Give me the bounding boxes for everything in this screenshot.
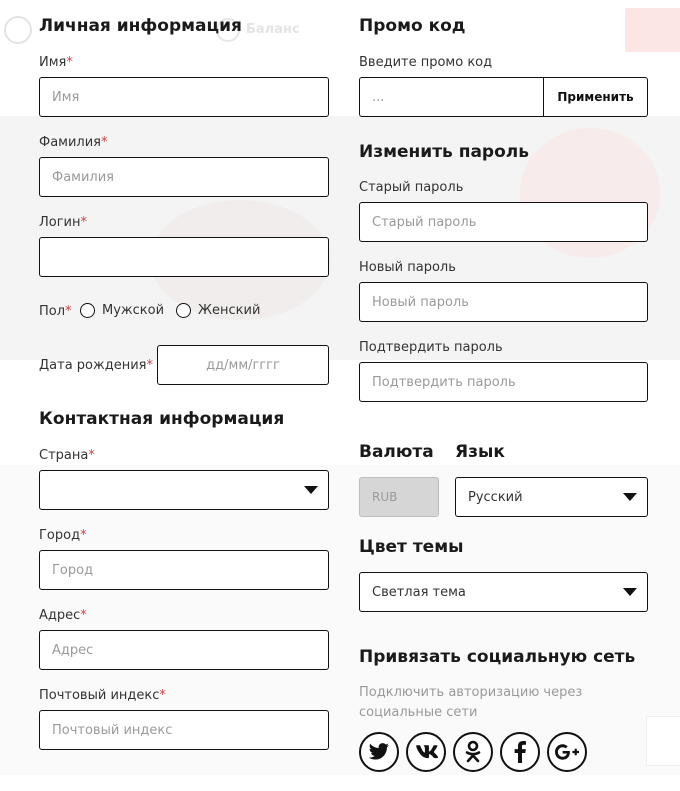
chevron-down-icon — [304, 486, 318, 494]
google-plus-icon[interactable] — [547, 732, 587, 772]
new-password-label: Новый пароль — [359, 260, 456, 275]
contact-info-title: Контактная информация — [39, 409, 285, 429]
gender-male-label: Мужской — [102, 303, 165, 318]
promo-label: Введите промо код — [359, 55, 493, 70]
postal-input[interactable]: Почтовый индекс — [39, 710, 329, 750]
apply-promo-button[interactable]: Применить — [543, 77, 648, 117]
gender-label: Пол* — [39, 304, 72, 319]
language-select[interactable] — [455, 477, 648, 517]
theme-select[interactable] — [359, 572, 648, 612]
city-input[interactable]: Город — [39, 550, 329, 590]
promo-title: Промо код — [359, 16, 466, 36]
country-select[interactable] — [39, 470, 329, 510]
login-label: Логин* — [39, 215, 88, 230]
currency-field: RUB — [359, 477, 439, 517]
currency-title: Валюта — [359, 442, 434, 462]
first-name-label: Имя* — [39, 55, 73, 70]
radio-circle-icon[interactable] — [80, 303, 95, 318]
city-label: Город* — [39, 528, 87, 543]
gender-male-radio[interactable] — [80, 303, 164, 318]
confirm-password-label: Подтвердить пароль — [359, 340, 503, 355]
theme-select-value: Светлая тема — [372, 584, 466, 600]
personal-info-title: Личная информация — [39, 16, 242, 36]
vk-icon[interactable] — [406, 732, 446, 772]
last-name-label: Фамилия* — [39, 135, 108, 150]
change-password-title: Изменить пароль — [359, 142, 529, 162]
twitter-icon[interactable] — [359, 732, 399, 772]
odnoklassniki-icon[interactable] — [453, 732, 493, 772]
last-name-input[interactable]: Фамилия — [39, 157, 329, 197]
gender-female-label: Женский — [198, 303, 261, 318]
social-title: Привязать социальную сеть — [359, 647, 636, 667]
new-password-input[interactable]: Новый пароль — [359, 282, 648, 322]
address-input[interactable]: Адрес — [39, 630, 329, 670]
gender-female-radio[interactable] — [176, 303, 260, 318]
theme-title: Цвет темы — [359, 537, 464, 557]
old-password-label: Старый пароль — [359, 180, 464, 195]
first-name-input[interactable]: Имя — [39, 77, 329, 117]
address-label: Адрес* — [39, 608, 87, 623]
promo-input[interactable]: ... — [359, 77, 545, 117]
balance-label: Баланс — [246, 22, 300, 37]
social-hint: Подключить авторизацию через социальные сети — [359, 685, 583, 720]
old-password-input[interactable]: Старый пароль — [359, 202, 648, 242]
postal-label: Почтовый индекс* — [39, 688, 166, 703]
language-title: Язык — [455, 442, 505, 462]
language-select-value: Русский — [468, 489, 523, 505]
birthdate-input[interactable]: дд/мм/гггг — [157, 345, 329, 385]
confirm-password-input[interactable]: Подтвердить пароль — [359, 362, 648, 402]
country-label: Страна* — [39, 448, 95, 463]
radio-circle-icon[interactable] — [176, 303, 191, 318]
chevron-down-icon — [623, 588, 637, 596]
facebook-icon[interactable] — [500, 732, 540, 772]
login-input[interactable] — [39, 237, 329, 277]
chevron-down-icon — [623, 493, 637, 501]
birthdate-label: Дата рождения* — [39, 358, 153, 373]
